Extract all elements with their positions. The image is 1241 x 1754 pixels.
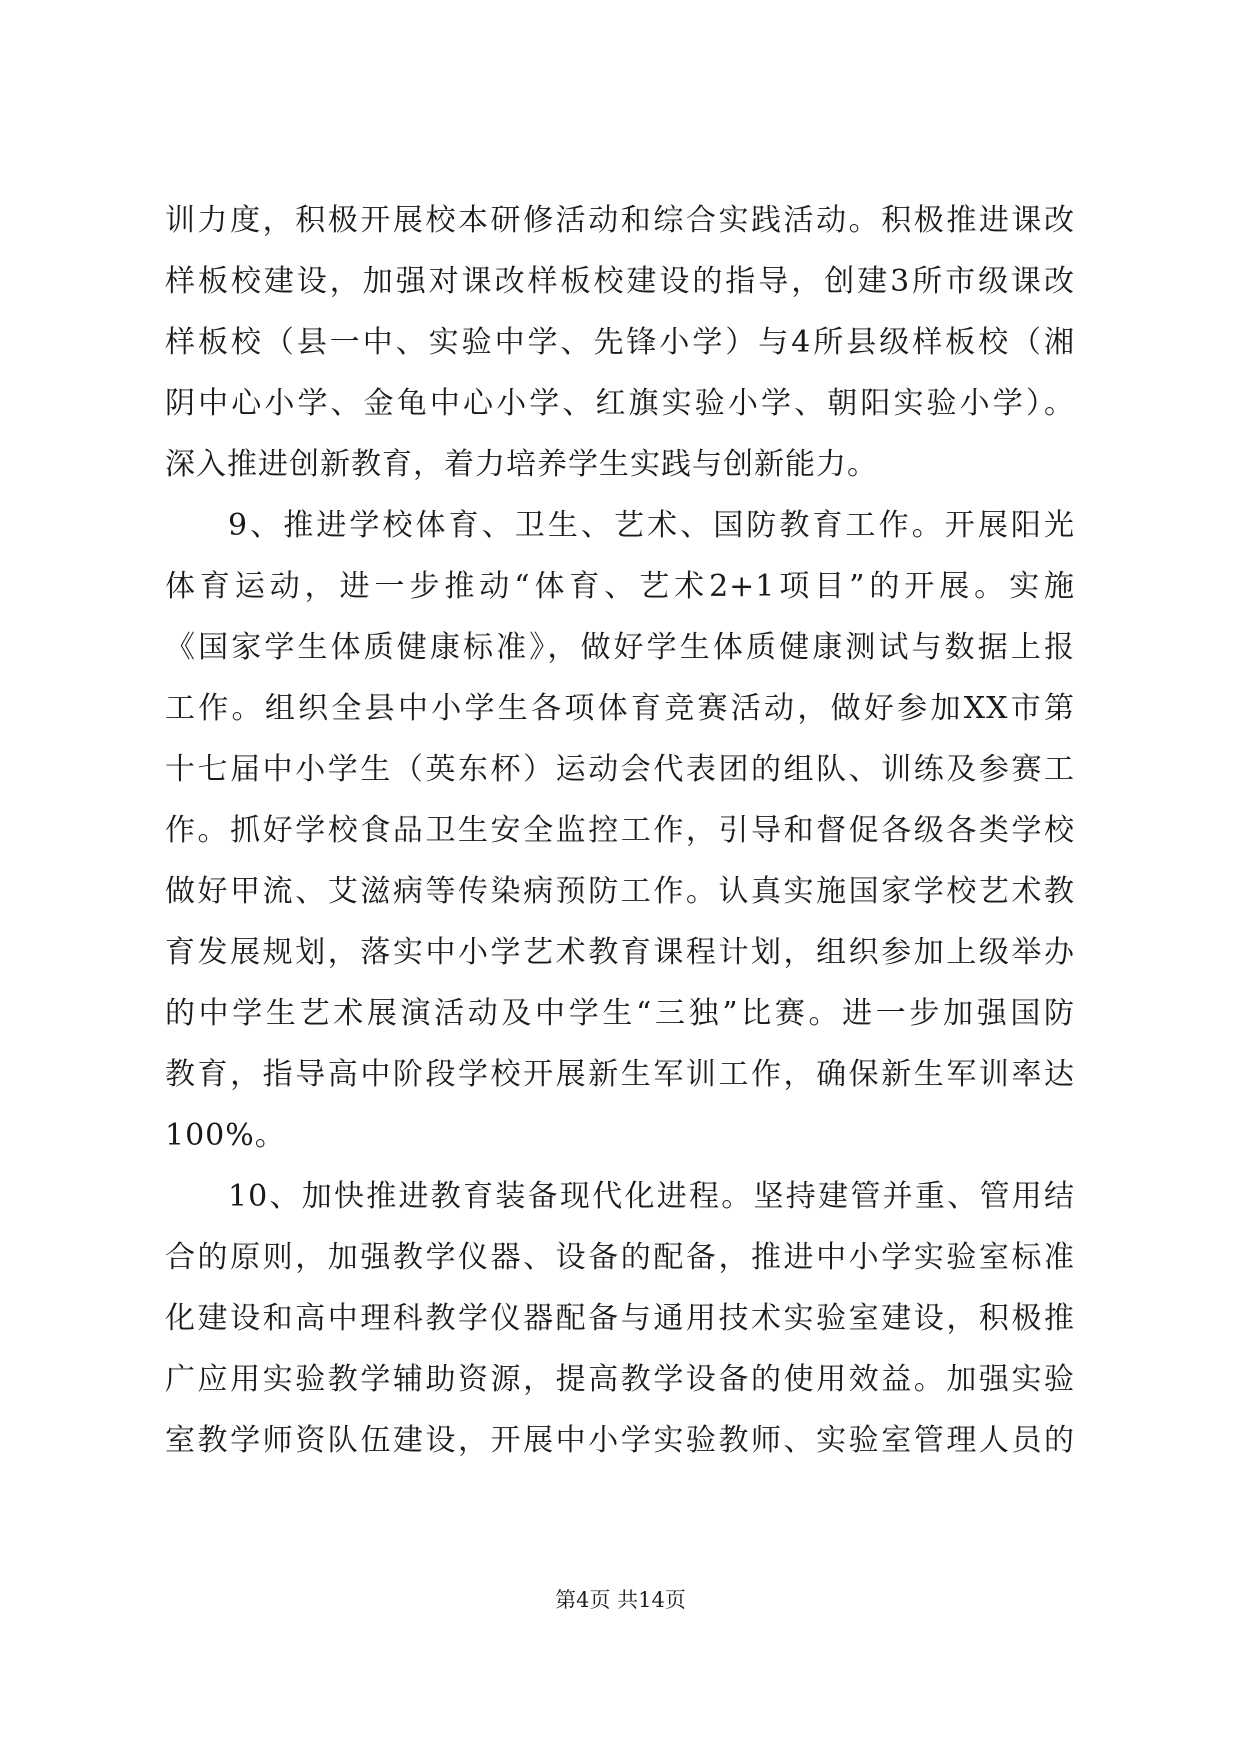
body-line: 《国家学生体质健康标准》，做好学生体质健康测试与数据上报 xyxy=(165,630,1075,665)
body-line: 工作。组织全县中小学生各项体育竞赛活动，做好参加XX市第 xyxy=(165,691,1075,726)
body-line: 化建设和高中理科教学仪器配备与通用技术实验室建设，积极推 xyxy=(165,1301,1075,1336)
body-line: 样板校建设，加强对课改样板校建设的指导，创建3所市级课改 xyxy=(165,264,1075,299)
body-line: 的中学生艺术展演活动及中学生“三独”比赛。进一步加强国防 xyxy=(165,996,1075,1031)
body-line: 合的原则，加强教学仪器、设备的配备，推进中小学实验室标准 xyxy=(165,1240,1075,1275)
body-line: 育发展规划，落实中小学艺术教育课程计划，组织参加上级举办 xyxy=(165,935,1075,970)
body-line: 十七届中小学生（英东杯）运动会代表团的组队、训练及参赛工 xyxy=(165,752,1075,787)
body-line: 教育，指导高中阶段学校开展新生军训工作，确保新生军训率达 xyxy=(165,1057,1075,1092)
body-line: 广应用实验教学辅助资源，提高教学设备的使用效益。加强实验 xyxy=(165,1362,1075,1397)
paragraph-start-line: 9、推进学校体育、卫生、艺术、国防教育工作。开展阳光 xyxy=(228,508,1075,543)
body-line: 训力度，积极开展校本研修活动和综合实践活动。积极推进课改 xyxy=(165,203,1075,238)
body-line: 阴中心小学、金龟中心小学、红旗实验小学、朝阳实验小学）。 xyxy=(165,386,1075,421)
body-line: 做好甲流、艾滋病等传染病预防工作。认真实施国家学校艺术教 xyxy=(165,874,1075,909)
body-line: 作。抓好学校食品卫生安全监控工作，引导和督促各级各类学校 xyxy=(165,813,1075,848)
body-line: 体育运动，进一步推动“体育、艺术2+1项目”的开展。实施 xyxy=(165,569,1075,604)
body-line: 100%。 xyxy=(165,1118,286,1153)
body-line: 深入推进创新教育，着力培养学生实践与创新能力。 xyxy=(165,447,878,482)
body-line: 样板校（县一中、实验中学、先锋小学）与4所县级样板校（湘 xyxy=(165,325,1075,360)
body-line: 室教学师资队伍建设，开展中小学实验教师、实验室管理人员的 xyxy=(165,1423,1075,1458)
paragraph-start-line: 10、加快推进教育装备现代化进程。坚持建管并重、管用结 xyxy=(228,1179,1075,1214)
page-number-footer: 第4页 共14页 xyxy=(555,1588,686,1612)
